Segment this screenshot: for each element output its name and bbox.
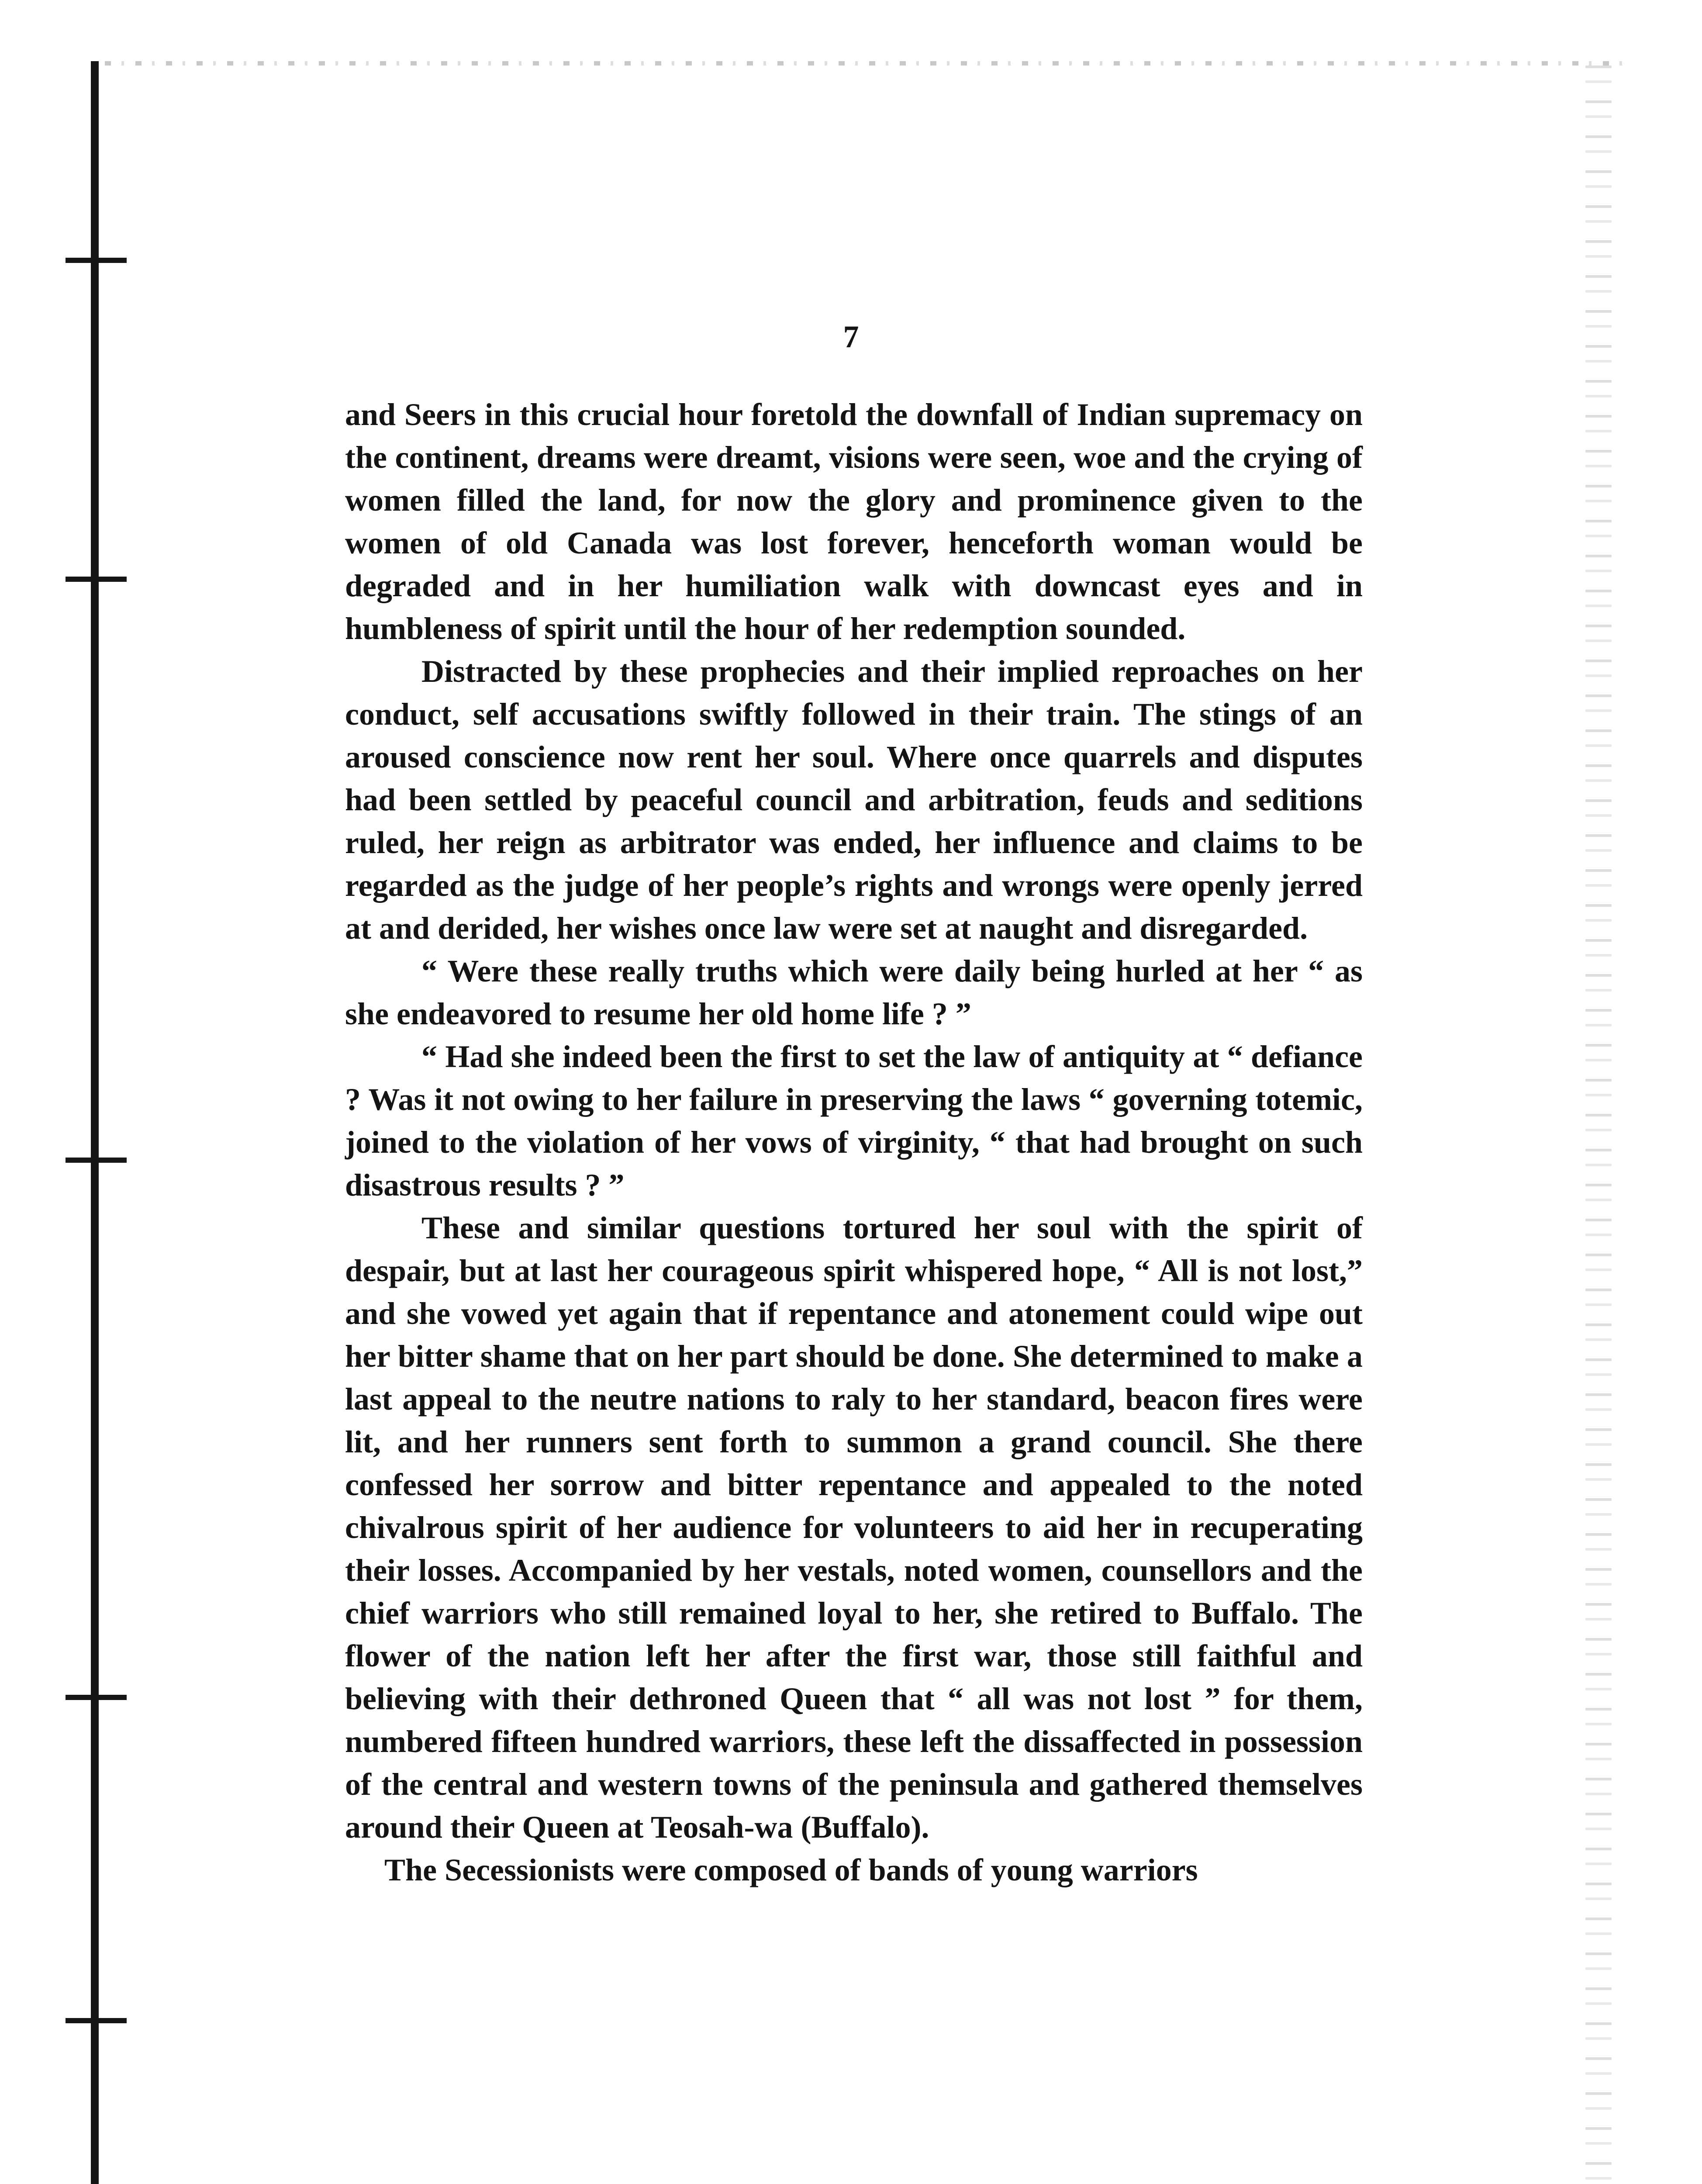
- binding-stitch-mark: [66, 1695, 127, 1700]
- paragraph-1: and Seers in this crucial hour foretold the downfall of Indian supremacy on the continent, dreams were dreamt, visions were seen, woe and the crying of women filled the land, for now the glory and prominence given to the women of old Canada was lost forever, henceforth woman would be degraded and in her humiliation walk with downcast eyes and in humbleness of spirit until the hour of her redemption sounded.: [345, 397, 1363, 646]
- scan-edge-right: [1585, 66, 1612, 2184]
- page-number: 7: [843, 319, 859, 354]
- binding-stitch-mark: [66, 1158, 127, 1163]
- paragraph-5: These and similar questions tortured her soul with the spirit of despair, but at last her courageous spirit whispered hope, “ All is not lost,” and she vowed yet again that if repentance and atonement could wipe out her bitter shame that on her part should be done. She determined to make a last appeal to the neutre nations to raly to her standard, beacon fires were lit, and her runners sent forth to summon a grand council. She there confessed her sorrow and bitter repentance and appealed to the noted chivalrous spirit of her audience for volunteers to aid her in recuperating their losses. Accompanied by her vestals, noted women, counsellors and the chief warriors who still remained loyal to her, she retired to Buffalo. The flower of the nation left her after the first war, those still faithful and believing with their dethroned Queen that “ all was not lost ” for them, numbered fifteen hundred warriors, these left the dissaffected in possession of the central and western towns of the peninsula and gathered themselves around their Queen at Teosah-wa (Buffalo).: [345, 1210, 1363, 1845]
- binding-stitch-mark: [66, 577, 127, 582]
- binding-stitch-mark: [66, 2018, 127, 2023]
- binding-stitch-line: [91, 61, 99, 2184]
- paragraph-2: Distracted by these prophecies and their implied reproaches on her conduct, self accusations swiftly followed in their train. The stings of an aroused conscience now rent her soul. Where once quarrels and disputes had been settled by peaceful council and arbitration, feuds and seditions ruled, her reign as arbitrator was ended, her influence and claims to be regarded as the judge of her people’s rights and wrongs were openly jerred at and derided, her wishes once law were set at naught and disregarded.: [345, 654, 1363, 946]
- binding-stitch-mark: [66, 258, 127, 263]
- paragraph-6: The Secessionists were composed of bands of young warriors: [384, 1852, 1198, 1887]
- body-text: [345, 393, 1363, 1891]
- scan-edge-top: [105, 61, 1633, 66]
- paragraph-4: “ Had she indeed been the first to set the law of antiquity at “ defiance ? Was it not owing to her failure in preserving the laws “ governing totemic, joined to the violation of her vows of virginity, “ that had brought on such disastrous results ? ”: [345, 1039, 1363, 1203]
- paragraph-3: “ Were these really truths which were daily being hurled at her “ as she endeavored to resume her old home life ? ”: [345, 954, 1363, 1031]
